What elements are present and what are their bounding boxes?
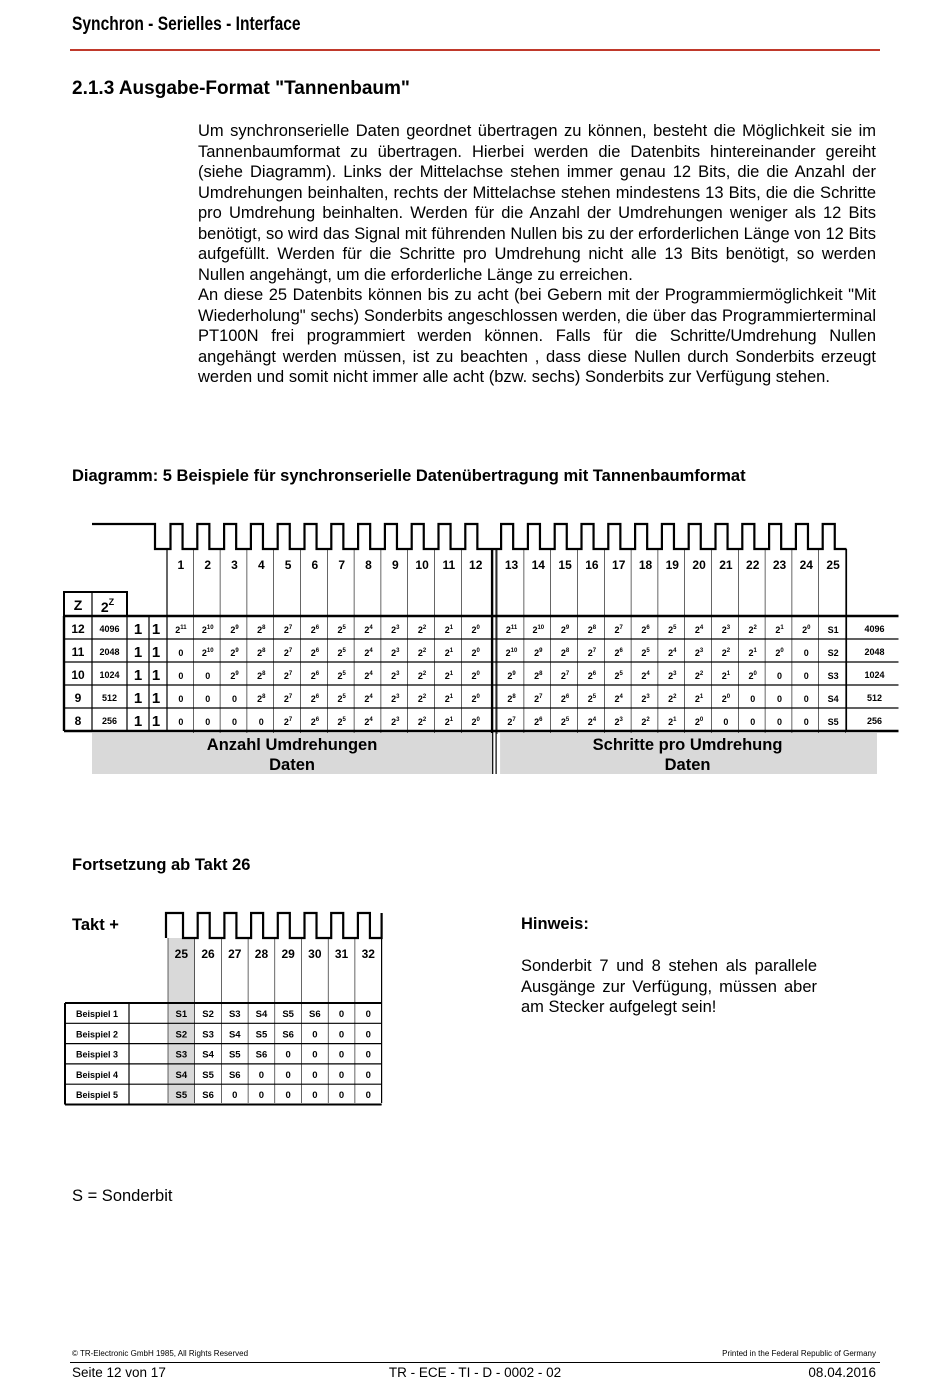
intro-paragraph-1: Um synchronserielle Daten geordnet übertragen zu können, besteht die Möglichkeit sie im Tannenbaumformat zu übertragen. Hierbei werden die Datenbits hintereinander gereiht (siehe Diagramm). Links der Mittelachse stehen immer genau 12 Bits, die die Anzahl der Umdrehungen beinhalten, rechts der Mittelachse stehen mindestens 13 Bits, die die Schritte pro Umdrehung beinhalten. Werden für die Anzahl der Umdrehungen weniger als 12 Bits benötigt, so wird das Signal mit führenden Nullen bis zu der erforderlichen Länge von 12 Bits aufgefüllt. Werden für die Schritte pro Umdrehung nicht alle 13 Bits benötigt, so werden Nullen angehängt, um die erforderliche Länge zu erreichen.	[198, 122, 876, 284]
bit-cell: 0	[178, 648, 184, 658]
clock-number: 11	[442, 558, 456, 572]
footer-date: 08.04.2016	[808, 1365, 876, 1380]
bit-cell: $2^{11}$	[505, 625, 518, 635]
clock-number: 19	[665, 558, 679, 572]
bit-cell: $2^1$	[444, 648, 454, 658]
continuation-cell: 0	[338, 1069, 345, 1081]
bit-cell: $2^9$	[230, 648, 239, 658]
bit-cell: $2^1$	[721, 671, 731, 681]
bit-cell: $2^6$	[310, 717, 320, 727]
bit-cell: $2^8$	[257, 648, 266, 658]
bit-cell: $2^3$	[668, 671, 677, 681]
bit-cell: $2^5$	[337, 694, 346, 704]
clock-number: 2	[204, 558, 212, 572]
row-z: 11	[71, 645, 85, 659]
continuation-cell: S6	[282, 1029, 294, 1041]
continuation-cell: S6	[309, 1009, 321, 1020]
continuation-cell: S4	[228, 1029, 241, 1041]
bit-cell: 0	[205, 671, 211, 681]
bit-cell: 0	[205, 717, 211, 727]
bit-cell: 0	[803, 671, 809, 681]
bit-cell: $2^2$	[417, 717, 427, 727]
clock-number: 8	[365, 558, 372, 572]
bit-cell: $2^7$	[283, 694, 293, 704]
continuation-cell: S6	[255, 1049, 268, 1061]
bit-cell: $2^1$	[444, 671, 454, 681]
continuation-cell: S5	[282, 1009, 294, 1020]
z-header: Z	[73, 597, 83, 613]
continuation-cell: 0	[258, 1090, 265, 1102]
bit-cell: 0	[258, 717, 264, 727]
bit-cell: $2^7$	[283, 671, 293, 681]
continuation-clock-number: 28	[254, 947, 269, 961]
row-value: 1024	[99, 670, 120, 680]
takt-label: Takt +	[72, 916, 119, 934]
bit-cell: $2^5$	[614, 671, 623, 681]
bit-cell: 0	[803, 648, 809, 658]
row-end-value: 4096	[864, 624, 885, 634]
bit-cell: $2^8$	[587, 625, 597, 635]
legend-sonderbit: S = Sonderbit	[72, 1187, 173, 1205]
continuation-cell: S3	[175, 1049, 188, 1061]
bit-cell: $2^1$	[444, 717, 454, 727]
continuation-cell: 0	[312, 1029, 318, 1041]
continuation-cell: S4	[175, 1069, 188, 1081]
clock-number: 20	[692, 558, 706, 572]
bit-cell: $2^6$	[560, 694, 570, 704]
bit-cell: $2^0$	[721, 694, 731, 704]
bit-cell: $2^6$	[310, 694, 320, 704]
continuation-cell: 0	[338, 1049, 345, 1061]
row-one-marker: 1	[151, 690, 161, 707]
row-value: 512	[101, 693, 118, 703]
row-z: 10	[71, 668, 85, 682]
bit-cell: $2^5$	[641, 648, 650, 658]
bit-cell: $2^2$	[694, 671, 704, 681]
bit-cell: $2^9$	[534, 648, 543, 658]
continuation-clock-signal	[166, 913, 382, 938]
continuation-clock-number: 29	[281, 947, 295, 961]
clock-number: 18	[638, 558, 653, 572]
left-caption-line2: Daten	[269, 756, 315, 774]
continuation-cell: 0	[258, 1069, 265, 1081]
clock-number: 14	[531, 558, 545, 572]
section-heading: 2.1.3 Ausgabe-Format "Tannenbaum"	[72, 78, 410, 99]
clock-number: 25	[826, 558, 840, 572]
bit-cell: $2^4$	[364, 625, 373, 635]
two-z-header: $2^Z$	[100, 597, 115, 615]
continuation-cell: 0	[365, 1069, 371, 1081]
bit-cell: $2^5$	[337, 648, 346, 658]
bit-cell: $2^1$	[694, 694, 704, 704]
continuation-cell: 0	[285, 1090, 291, 1102]
continuation-cell: 0	[338, 1009, 345, 1020]
continuation-cell: 0	[338, 1090, 345, 1102]
continuation-cell: S6	[228, 1069, 241, 1081]
row-value: 4096	[99, 624, 120, 634]
clock-number: 13	[504, 558, 519, 572]
continuation-cell: 0	[312, 1069, 318, 1081]
continuation-row-label: Beispiel 2	[75, 1029, 119, 1040]
clock-number: 17	[612, 558, 626, 572]
clock-number: 22	[746, 558, 760, 572]
bit-cell: $2^5$	[337, 671, 346, 681]
continuation-cell: 0	[365, 1009, 371, 1020]
bit-cell: $2^4$	[587, 717, 597, 727]
bit-cell: 0	[750, 694, 756, 704]
bit-cell: $2^0$	[471, 648, 480, 658]
bit-cell: $2^6$	[614, 648, 623, 658]
continuation-cell: S2	[202, 1009, 214, 1020]
bit-cell: $2^5$	[560, 717, 570, 727]
bit-cell: $2^7$	[283, 648, 293, 658]
bit-cell: $2^4$	[694, 625, 704, 635]
bit-cell: $2^2$	[417, 648, 427, 658]
bit-cell: $2^6$	[310, 671, 320, 681]
bit-cell: $2^8$	[257, 694, 266, 704]
bit-cell: $2^0$	[775, 648, 784, 658]
row-one-marker: 1	[133, 690, 143, 707]
bit-cell: 0	[723, 717, 729, 727]
bit-cell: $2^2$	[668, 694, 677, 704]
row-one-marker: 1	[151, 713, 161, 730]
bit-cell: $2^0$	[748, 671, 757, 681]
row-end-value: 1024	[864, 670, 885, 680]
bit-cell: $2^1$	[444, 625, 454, 635]
right-caption-line1: Schritte pro Umdrehung	[592, 736, 783, 754]
row-one-marker: 1	[133, 644, 143, 661]
row-one-marker: 1	[151, 667, 161, 684]
bit-cell: $2^3$	[391, 671, 400, 681]
bit-cell: $2^8$	[507, 694, 516, 704]
continuation-title: Fortsetzung ab Takt 26	[72, 856, 251, 874]
bit-cell: $2^5$	[337, 717, 346, 727]
bit-cell: 0	[178, 694, 184, 704]
bit-cell: $2^0$	[694, 717, 704, 727]
continuation-row-label: Beispiel 1	[75, 1009, 119, 1019]
bit-cell: $2^3$	[391, 694, 400, 704]
bit-cell: $2^6$	[310, 625, 320, 635]
row-z: 9	[74, 691, 82, 705]
bit-cell: $2^9$	[560, 625, 570, 635]
clock-number: 5	[284, 558, 292, 572]
continuation-clock-number: 31	[334, 947, 349, 961]
bit-cell: $2^1$	[748, 648, 757, 658]
bit-cell: $2^5$	[587, 694, 597, 704]
bit-cell: $2^4$	[364, 648, 373, 658]
bit-cell: $2^3$	[721, 625, 731, 635]
bit-cell: $2^0$	[471, 694, 480, 704]
bit-cell: $2^3$	[641, 694, 650, 704]
bit-cell: $2^6$	[641, 625, 650, 635]
bit-cell: $2^2$	[417, 694, 427, 704]
clock-number: 9	[391, 558, 399, 572]
clock-signal	[92, 524, 847, 549]
bit-cell: $2^8$	[534, 671, 543, 681]
continuation-cell: S1	[175, 1009, 188, 1020]
row-z: 8	[74, 714, 82, 728]
continuation-clock-number: 30	[308, 947, 322, 961]
hinweis-title: Hinweis:	[521, 915, 589, 933]
right-caption-line2: Daten	[664, 756, 711, 774]
bit-cell: $2^2$	[721, 648, 731, 658]
bit-cell: $2^7$	[283, 625, 293, 635]
continuation-cell: S3	[228, 1009, 241, 1020]
row-one-marker: 1	[133, 621, 143, 638]
clock-number: 23	[772, 558, 787, 572]
continuation-clock-number: 32	[361, 947, 375, 961]
intro-paragraph-2: An diese 25 Datenbits können bis zu acht (bei Gebern mit der Programmiermöglichkeit "Mit Wiederholung" sechs) Sonderbits angeschlossen werden, die über das Programmierterminal PT100N frei programmiert werden können. Falls für die Schritte/Umdrehung Nullen angehängt werden müssen, ist zu beachten , dass diese Nullen durch Sonderbits erzeugt werden und somit nicht immer alle acht (bzw. sechs) Sonderbits zur Verfügung stehen.	[198, 286, 876, 386]
bit-cell: S1	[827, 625, 839, 635]
clock-number: 21	[719, 558, 733, 572]
bit-cell: $2^2$	[748, 625, 757, 635]
hinweis-text: Sonderbit 7 und 8 stehen als parallele Ausgänge zur Verfügung, müssen aber am Stecker aufgelegt sein!	[521, 957, 817, 1016]
bit-cell: $2^6$	[587, 671, 597, 681]
bit-cell: S3	[827, 671, 839, 681]
continuation-cell: 0	[338, 1029, 345, 1041]
bit-cell: 0	[231, 717, 238, 727]
bit-cell: $2^0$	[471, 625, 480, 635]
bit-cell: $2^5$	[337, 625, 346, 635]
bit-cell: $2^7$	[560, 671, 570, 681]
clock-number: 7	[338, 558, 346, 572]
bit-cell: $2^1$	[668, 717, 677, 727]
diagram-title: Diagramm: 5 Beispiele für synchronserielle Datenübertragung mit Tannenbaumformat	[72, 467, 746, 485]
bit-cell: S5	[827, 717, 839, 727]
bit-cell: 0	[776, 694, 783, 704]
row-value: 256	[101, 716, 118, 726]
clock-number: 6	[311, 558, 319, 572]
continuation-row-label: Beispiel 4	[75, 1069, 119, 1080]
bit-cell: 0	[776, 717, 783, 727]
bit-cell: 0	[803, 717, 809, 727]
bit-cell: $2^8$	[560, 648, 570, 658]
bit-cell: $2^0$	[802, 625, 811, 635]
bit-cell: 0	[178, 671, 184, 681]
row-z: 12	[71, 622, 85, 636]
bit-cell: $2^{11}$	[175, 625, 187, 635]
row-end-value: 512	[866, 693, 883, 703]
clock-number: 4	[257, 558, 265, 572]
continuation-cell: 0	[285, 1069, 291, 1081]
continuation-row-label: Beispiel 5	[75, 1090, 119, 1101]
bit-cell: $2^8$	[257, 625, 266, 635]
continuation-cell: S5	[175, 1090, 188, 1102]
bit-cell: $2^3$	[391, 625, 400, 635]
bit-cell: $2^{10}$	[505, 648, 518, 658]
clock-number: 12	[469, 558, 483, 572]
bit-cell: S4	[827, 694, 839, 704]
continuation-cell: S4	[202, 1049, 214, 1061]
continuation-cell: S6	[202, 1090, 214, 1102]
continuation-cell: 0	[365, 1029, 371, 1041]
continuation-clock-number: 27	[228, 947, 242, 961]
clock-number: 24	[799, 558, 813, 572]
continuation-cell: 0	[365, 1049, 371, 1061]
bit-cell: $2^0$	[471, 671, 480, 681]
clock-number: 15	[558, 558, 572, 572]
row-one-marker: 1	[133, 713, 143, 730]
footer-divider	[70, 1362, 880, 1363]
bit-cell: $2^{10}$	[201, 648, 214, 658]
bit-cell: $2^5$	[668, 625, 677, 635]
bit-cell: $2^9$	[230, 671, 239, 681]
continuation-cell: 0	[312, 1049, 318, 1061]
clock-number: 16	[585, 558, 599, 572]
bit-cell: $2^8$	[257, 671, 266, 681]
left-caption-line1: Anzahl Umdrehungen	[206, 736, 378, 754]
bit-cell: 0	[750, 717, 756, 727]
bit-cell: $2^9$	[230, 625, 239, 635]
bit-cell: $2^{10}$	[532, 625, 545, 635]
bit-cell: 0	[803, 694, 809, 704]
continuation-cell: 0	[232, 1090, 238, 1102]
bit-cell: $2^4$	[364, 671, 373, 681]
bit-cell: $2^7$	[614, 625, 623, 635]
bit-cell: $2^7$	[534, 694, 543, 704]
continuation-cell: S4	[255, 1009, 268, 1020]
bit-cell: $2^4$	[364, 694, 373, 704]
bit-cell: $2^0$	[471, 717, 480, 727]
footer-page-number: Seite 12 von 17	[72, 1365, 166, 1380]
bit-cell: $2^6$	[534, 717, 543, 727]
continuation-cell: S2	[175, 1029, 188, 1041]
continuation-cell: 0	[285, 1049, 291, 1061]
footer-document-number: TR - ECE - TI - D - 0002 - 02	[388, 1365, 562, 1380]
bit-cell: $2^4$	[614, 694, 623, 704]
bit-cell: $2^7$	[283, 717, 293, 727]
row-one-marker: 1	[133, 667, 143, 684]
page-header-title: Synchron - Serielles - Interface	[72, 14, 301, 35]
bit-cell: $2^3$	[694, 648, 704, 658]
bit-cell: $2^2$	[417, 671, 427, 681]
bit-cell: $2^9$	[507, 671, 516, 681]
bit-cell: $2^2$	[417, 625, 427, 635]
clock-number: 1	[177, 558, 185, 572]
bit-cell: $2^{10}$	[201, 625, 214, 635]
row-end-value: 256	[866, 716, 883, 726]
continuation-row-label: Beispiel 3	[75, 1049, 119, 1060]
continuation-clock-number: 25	[174, 947, 189, 961]
row-one-marker: 1	[151, 644, 161, 661]
bit-cell: $2^1$	[444, 694, 454, 704]
bit-cell: S2	[827, 648, 839, 658]
bit-cell: $2^1$	[775, 625, 784, 635]
bit-cell: 0	[776, 671, 783, 681]
continuation-cell: 0	[365, 1090, 371, 1102]
footer-printed: Printed in the Federal Republic of Germany	[722, 1349, 876, 1358]
clock-number: 3	[231, 558, 238, 572]
row-end-value: 2048	[864, 647, 885, 657]
bit-cell: $2^7$	[587, 648, 597, 658]
continuation-cell: S5	[202, 1069, 214, 1081]
clock-number: 10	[415, 558, 429, 572]
bit-cell: $2^4$	[364, 717, 373, 727]
continuation-cell: S5	[228, 1049, 241, 1061]
continuation-clock-number: 26	[201, 947, 215, 961]
bit-cell: $2^4$	[668, 648, 677, 658]
bit-cell: $2^2$	[641, 717, 650, 727]
bit-cell: $2^3$	[391, 717, 400, 727]
continuation-cell: S3	[202, 1029, 214, 1041]
bit-cell: 0	[205, 694, 211, 704]
bit-cell: $2^7$	[507, 717, 516, 727]
bit-cell: $2^3$	[391, 648, 400, 658]
continuation-cell: S5	[255, 1029, 268, 1041]
bit-cell: 0	[178, 717, 184, 727]
continuation-cell: 0	[312, 1090, 318, 1102]
bit-cell: $2^3$	[614, 717, 623, 727]
bit-cell: $2^4$	[641, 671, 650, 681]
bit-cell: $2^6$	[310, 648, 320, 658]
bit-cell: 0	[231, 694, 238, 704]
footer-copyright: © TR-Electronic GmbH 1985, All Rights Reserved	[72, 1349, 249, 1358]
row-one-marker: 1	[151, 621, 161, 638]
row-value: 2048	[99, 647, 120, 657]
